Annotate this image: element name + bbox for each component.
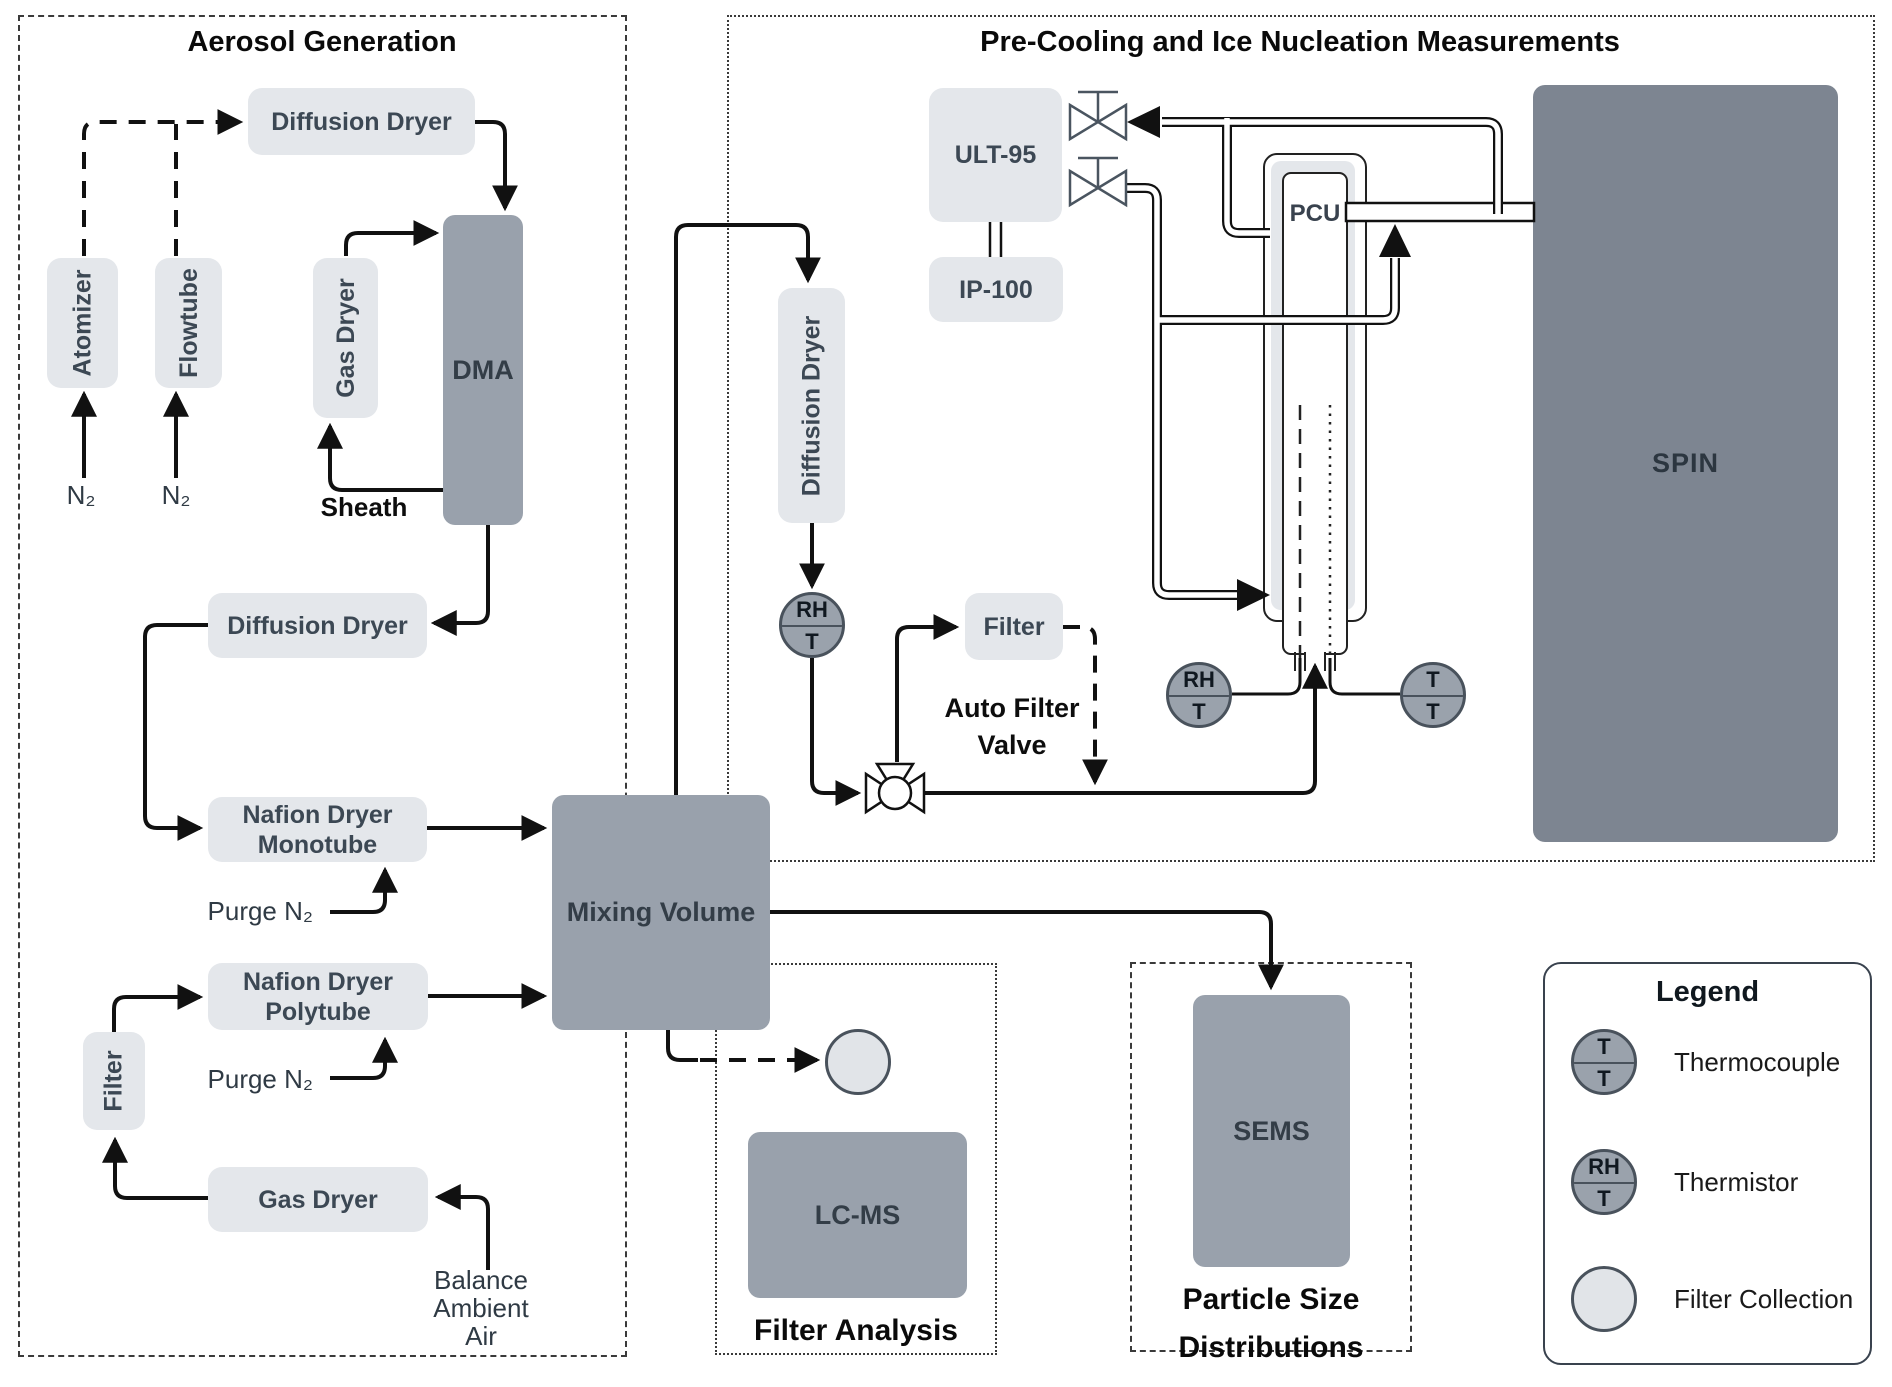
- nafion-monotube-line1: Nafion Dryer: [242, 800, 393, 829]
- particle-size-title-line2: Distributions: [1178, 1331, 1364, 1364]
- legend-rht-top: RH: [1574, 1152, 1634, 1184]
- legend-thermistor-icon: [1571, 1149, 1637, 1215]
- aerosol-section-title: Aerosol Generation: [187, 26, 457, 58]
- gas-dryer-bottom-box: [208, 1167, 428, 1232]
- rh-t-sensor-pcu: [1166, 662, 1232, 728]
- pcu-label: PCU: [1289, 200, 1341, 227]
- legend-thermocouple-label: Thermocouple: [1674, 1047, 1841, 1077]
- pcu-inner-tube: [1282, 172, 1348, 655]
- rh-t-sensor-mid-top: RH: [782, 595, 842, 627]
- sems-box: [1193, 995, 1350, 1267]
- n2-flowtube-label: N₂: [161, 480, 191, 510]
- filter-vertical-label: Filter: [100, 1050, 128, 1112]
- nafion-polytube-line2: Polytube: [265, 997, 371, 1026]
- legend-thermocouple-icon: [1571, 1029, 1637, 1095]
- aerosol-generation-section: [18, 15, 627, 1357]
- flowtube-label: Flowtube: [174, 268, 203, 378]
- particle-size-title-line1: Particle Size: [1182, 1283, 1360, 1316]
- mixing-to-collection-curve: [668, 1030, 698, 1060]
- spin-label: SPIN: [1651, 448, 1720, 478]
- filter-analysis-title: Filter Analysis: [754, 1314, 958, 1347]
- balance-line1: Balance: [434, 1265, 528, 1295]
- lcms-box: [748, 1132, 967, 1298]
- ult95-label: ULT-95: [954, 141, 1037, 169]
- diffusion-dryer-2-label: Diffusion Dryer: [227, 611, 408, 640]
- auto-filter-valve-line1: Auto Filter: [944, 693, 1080, 723]
- t-t-sensor-pcu-bottom: T: [1426, 699, 1440, 724]
- flowtube-box: [155, 258, 222, 388]
- gas-dryer-bottom-label: Gas Dryer: [258, 1185, 378, 1214]
- legend-title: Legend: [1655, 976, 1760, 1008]
- precooling-section-title: Pre-Cooling and Ice Nucleation Measurements: [980, 26, 1620, 58]
- n2-atomizer-label: N₂: [66, 480, 96, 510]
- filter-precool-label: Filter: [983, 612, 1045, 641]
- dma-box: [443, 215, 523, 525]
- diffusion-dryer-vertical-box: [778, 288, 845, 523]
- rh-t-sensor-pcu-bottom: T: [1192, 699, 1206, 724]
- balance-line3: Air: [465, 1321, 497, 1351]
- balance-line2: Ambient: [433, 1293, 529, 1323]
- legend-tt-top: T: [1574, 1032, 1634, 1064]
- legend-filter-collection-label: Filter Collection: [1674, 1284, 1854, 1314]
- t-t-sensor-pcu: [1400, 662, 1466, 728]
- sems-label: SEMS: [1233, 1115, 1310, 1146]
- ip100-box: [929, 257, 1063, 322]
- atomizer-box: [47, 258, 118, 388]
- gas-dryer-sheath-label: Gas Dryer: [331, 278, 360, 398]
- nafion-polytube-box: [208, 963, 428, 1030]
- legend-rht-bottom: T: [1597, 1186, 1611, 1211]
- sheath-label: Sheath: [320, 492, 408, 522]
- diffusion-dryer-vertical-label: Diffusion Dryer: [797, 315, 826, 496]
- atomizer-label: Atomizer: [68, 269, 97, 377]
- legend-filter-collection-icon: [1571, 1266, 1637, 1332]
- lcms-label: LC-MS: [814, 1199, 901, 1230]
- rh-t-sensor-pcu-top: RH: [1169, 665, 1229, 697]
- legend-thermistor-label: Thermistor: [1674, 1167, 1799, 1197]
- diffusion-dryer-top-label: Diffusion Dryer: [271, 107, 452, 136]
- diffusion-dryer-2-box: [208, 593, 427, 658]
- mixing-volume-label: Mixing Volume: [566, 897, 756, 927]
- purge-n2-polytube-label: Purge N₂: [207, 1064, 313, 1094]
- nafion-monotube-box: [208, 797, 427, 862]
- mixing-volume-box: [552, 795, 770, 1030]
- filter-precool-box: [965, 593, 1063, 660]
- ult95-box: [929, 88, 1062, 222]
- filter-vertical-box: [83, 1032, 145, 1130]
- gas-dryer-sheath-box: [313, 258, 378, 418]
- auto-filter-valve-label: [920, 690, 1104, 764]
- nafion-monotube-line2: Monotube: [257, 830, 378, 859]
- filter-collection-circle: [825, 1029, 891, 1095]
- legend-panel: [1543, 962, 1872, 1365]
- purge-n2-monotube-label: Purge N₂: [207, 896, 313, 926]
- dma-label: DMA: [452, 354, 514, 385]
- t-t-sensor-pcu-top: T: [1403, 665, 1463, 697]
- rh-t-sensor-mid: [779, 592, 845, 658]
- diffusion-dryer-top-box: [248, 88, 475, 155]
- spin-box: [1533, 85, 1838, 842]
- nafion-polytube-line1: Nafion Dryer: [242, 967, 394, 996]
- balance-ambient-air-label: [411, 1266, 551, 1350]
- legend-tt-bottom: T: [1597, 1066, 1611, 1091]
- ip100-label: IP-100: [959, 275, 1033, 304]
- particle-size-title: [1131, 1276, 1411, 1372]
- auto-filter-valve-line2: Valve: [977, 730, 1047, 760]
- rh-t-sensor-mid-bottom: T: [805, 629, 819, 654]
